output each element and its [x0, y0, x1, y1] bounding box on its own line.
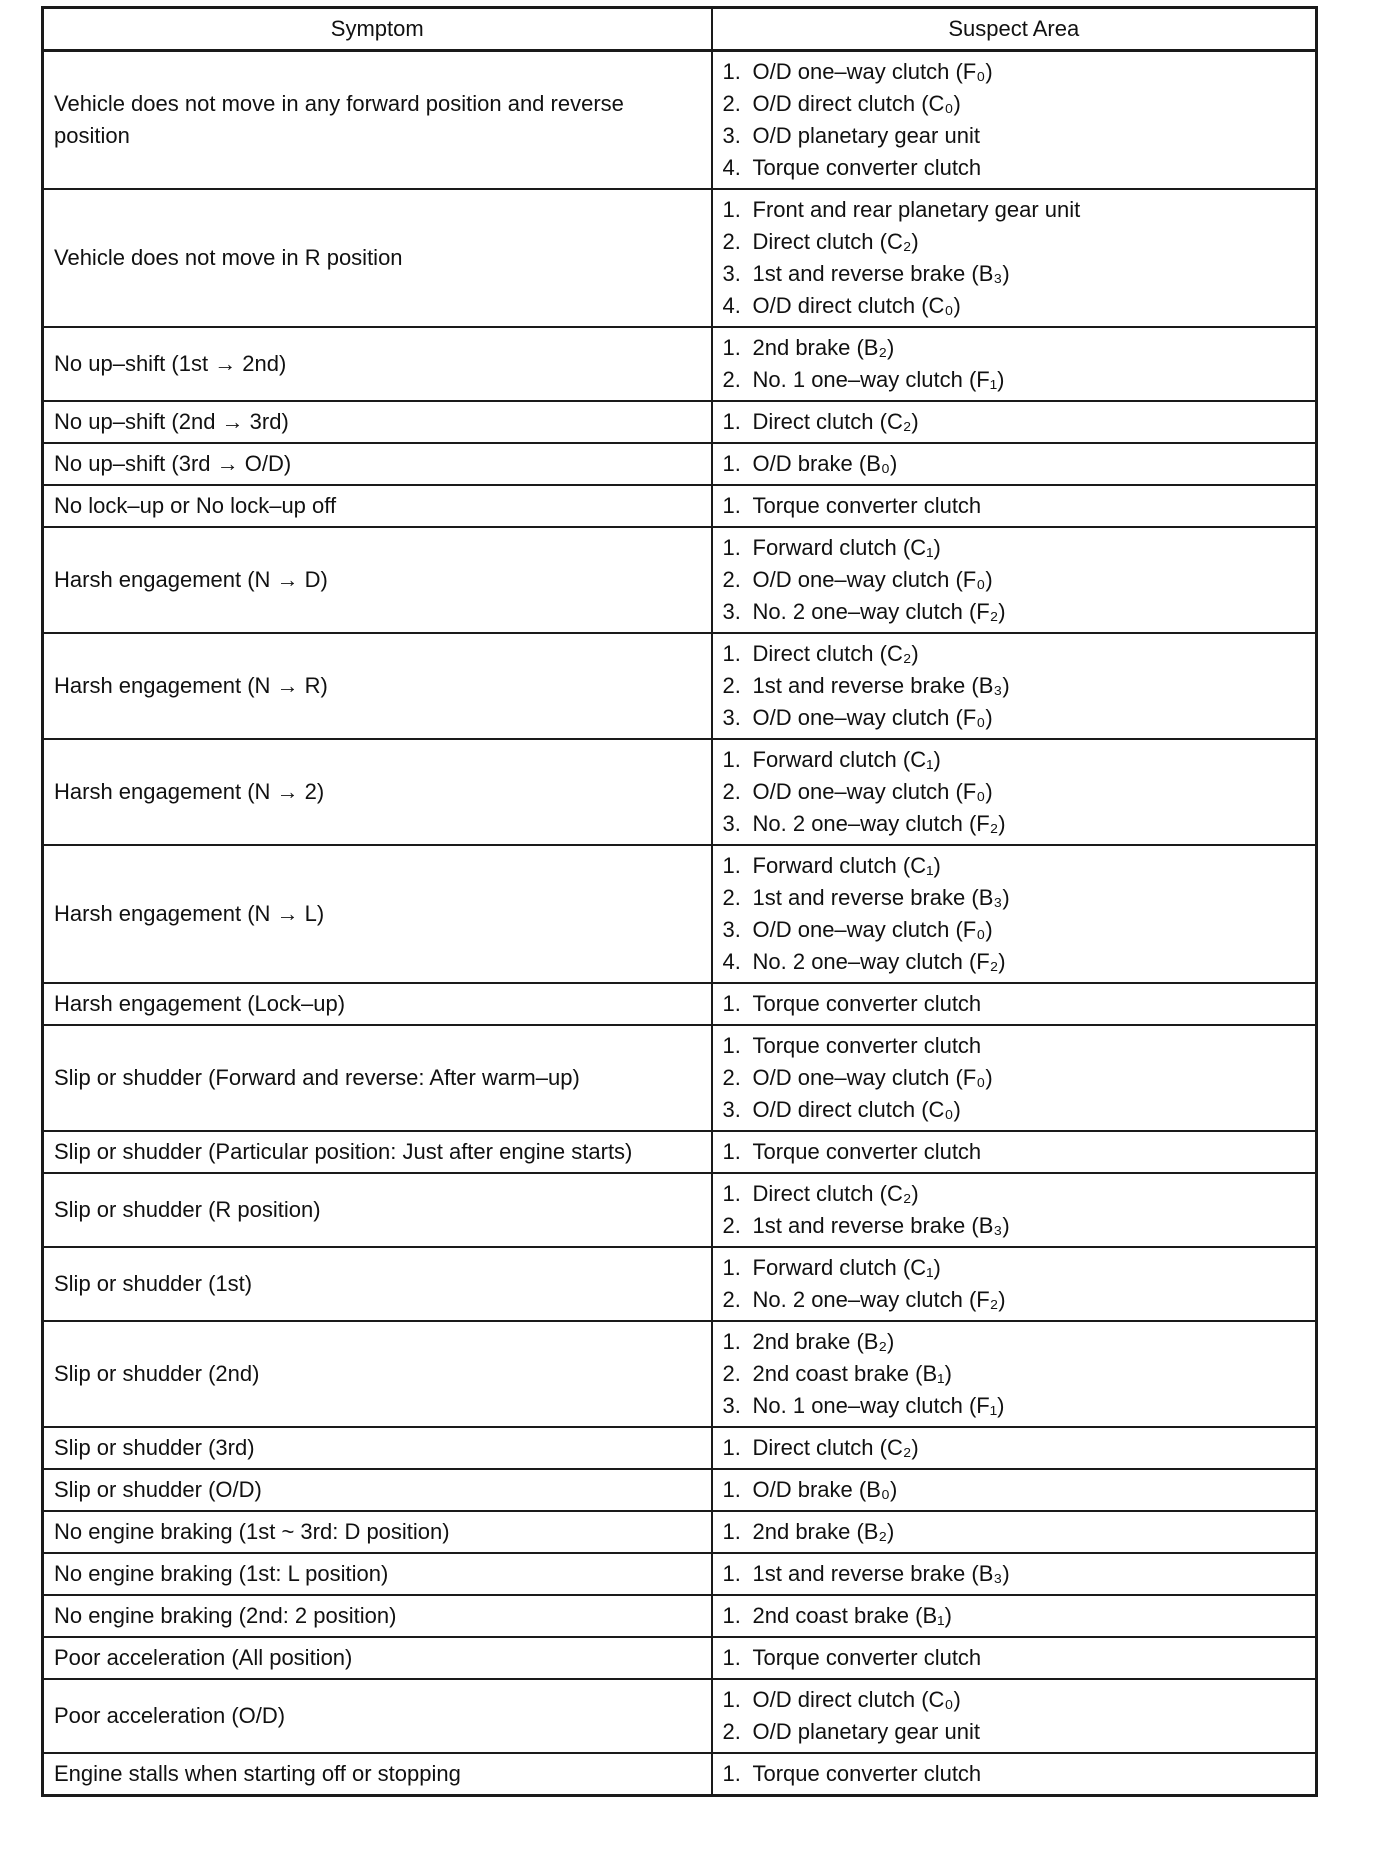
symptom-cell [43, 189, 712, 327]
suspect-area-cell [712, 1173, 1317, 1247]
suspect-area-cell [712, 1469, 1317, 1511]
suspect-item-number: 1. [722, 1033, 741, 1058]
symptom-cell [43, 633, 712, 739]
symptom-cell [43, 1595, 712, 1637]
symptom-text: Harsh engagement (N → 2) [54, 779, 325, 804]
suspect-item [723, 1758, 1306, 1790]
symptom-cell [43, 1469, 712, 1511]
suspect-list [723, 1558, 1306, 1590]
suspect-item-number: 1. [722, 59, 741, 84]
suspect-item [723, 532, 1306, 564]
suspect-item-text: O/D one–way clutch (F₀) [752, 1065, 993, 1090]
suspect-list [723, 850, 1306, 978]
suspect-item [723, 1252, 1306, 1284]
suspect-list [723, 332, 1306, 396]
suspect-item [723, 808, 1306, 840]
symptom-suspect-table [41, 6, 1318, 1797]
table-row [43, 189, 1317, 327]
suspect-item-number: 2. [722, 1719, 741, 1744]
suspect-item-text: Forward clutch (C₁) [752, 1255, 941, 1280]
suspect-item [723, 1326, 1306, 1358]
symptom-cell [43, 1427, 712, 1469]
symptom-cell [43, 1321, 712, 1427]
suspect-item [723, 988, 1306, 1020]
suspect-item-number: 2. [722, 673, 741, 698]
suspect-list [723, 1178, 1306, 1242]
suspect-area-cell [712, 327, 1317, 401]
suspect-item-number: 3. [722, 599, 741, 624]
symptom-cell [43, 1131, 712, 1173]
suspect-item-text: Direct clutch (C₂) [752, 641, 919, 666]
suspect-item-number: 2. [722, 1361, 741, 1386]
suspect-list [723, 744, 1306, 840]
suspect-item-text: Forward clutch (C₁) [752, 535, 941, 560]
suspect-item-text: Forward clutch (C₁) [752, 853, 941, 878]
symptom-cell [43, 1025, 712, 1131]
suspect-item-text: 2nd coast brake (B₁) [752, 1603, 952, 1628]
table-row [43, 1753, 1317, 1796]
table-body [43, 51, 1317, 1796]
suspect-item [723, 1358, 1306, 1390]
suspect-item-number: 1. [722, 1139, 741, 1164]
symptom-text: Slip or shudder (1st) [54, 1271, 253, 1296]
suspect-item-text: No. 1 one–way clutch (F₁) [752, 367, 1005, 392]
suspect-item-number: 2. [722, 885, 741, 910]
suspect-item-text: Torque converter clutch [752, 1761, 982, 1786]
suspect-item-text: Direct clutch (C₂) [752, 229, 919, 254]
suspect-item [723, 638, 1306, 670]
table-row [43, 1247, 1317, 1321]
suspect-item [723, 226, 1306, 258]
symptom-text: No up–shift (2nd → 3rd) [54, 409, 289, 434]
suspect-item [723, 1684, 1306, 1716]
suspect-item [723, 1210, 1306, 1242]
suspect-list [723, 1600, 1306, 1632]
suspect-item-text: O/D planetary gear unit [752, 123, 980, 148]
suspect-list [723, 1758, 1306, 1790]
suspect-item [723, 56, 1306, 88]
suspect-area-cell [712, 51, 1317, 190]
suspect-item [723, 152, 1306, 184]
suspect-item-number: 1. [722, 197, 741, 222]
suspect-item-number: 2. [722, 1213, 741, 1238]
suspect-area-cell [712, 1427, 1317, 1469]
suspect-item [723, 1062, 1306, 1094]
symptom-text: Engine stalls when starting off or stopping [54, 1761, 461, 1786]
suspect-area-cell [712, 1595, 1317, 1637]
suspect-item [723, 1432, 1306, 1464]
table-row [43, 845, 1317, 983]
suspect-item-number: 1. [722, 1435, 741, 1460]
table-row [43, 1511, 1317, 1553]
symptom-text: Slip or shudder (R position) [54, 1197, 321, 1222]
suspect-list [723, 1326, 1306, 1422]
suspect-list [723, 1474, 1306, 1506]
symptom-text: No up–shift (3rd → O/D) [54, 451, 292, 476]
symptom-cell [43, 443, 712, 485]
suspect-area-cell [712, 1025, 1317, 1131]
suspect-item-number: 2. [722, 1065, 741, 1090]
symptom-text: No engine braking (1st ~ 3rd: D position) [54, 1519, 450, 1544]
suspect-area-cell [712, 633, 1317, 739]
symptom-cell [43, 401, 712, 443]
suspect-list [723, 406, 1306, 438]
suspect-item [723, 850, 1306, 882]
symptom-text: Harsh engagement (Lock–up) [54, 991, 346, 1016]
symptom-cell [43, 739, 712, 845]
symptom-text: Poor acceleration (O/D) [54, 1703, 286, 1728]
symptom-cell [43, 51, 712, 190]
suspect-area-cell [712, 1321, 1317, 1427]
symptom-cell [43, 1753, 712, 1796]
suspect-item [723, 194, 1306, 226]
suspect-list [723, 56, 1306, 184]
symptom-cell [43, 527, 712, 633]
suspect-list [723, 448, 1306, 480]
suspect-list [723, 1642, 1306, 1674]
suspect-item-text: O/D one–way clutch (F₀) [752, 917, 993, 942]
symptom-cell [43, 1173, 712, 1247]
suspect-item-text: 1st and reverse brake (B₃) [752, 1561, 1010, 1586]
symptom-cell [43, 1247, 712, 1321]
symptom-text: Harsh engagement (N → D) [54, 567, 328, 592]
table-row [43, 527, 1317, 633]
table-row [43, 1595, 1317, 1637]
suspect-area-cell [712, 1679, 1317, 1753]
symptom-cell [43, 845, 712, 983]
suspect-item-text: Torque converter clutch [752, 493, 982, 518]
table-row [43, 485, 1317, 527]
suspect-item-number: 1. [722, 747, 741, 772]
suspect-item [723, 1136, 1306, 1168]
suspect-list [723, 490, 1306, 522]
symptom-text: Slip or shudder (O/D) [54, 1477, 262, 1502]
suspect-item [723, 1390, 1306, 1422]
table-row [43, 983, 1317, 1025]
symptom-text: Harsh engagement (N → R) [54, 673, 328, 698]
suspect-item [723, 702, 1306, 734]
suspect-area-cell [712, 983, 1317, 1025]
symptom-text: Slip or shudder (Particular position: Just after engine starts) [54, 1139, 633, 1164]
suspect-item-number: 1. [722, 1561, 741, 1586]
suspect-item-number: 2. [722, 229, 741, 254]
suspect-area-column-header: Suspect Area [712, 8, 1317, 51]
symptom-text: No up–shift (1st → 2nd) [54, 351, 287, 376]
suspect-area-cell [712, 1131, 1317, 1173]
symptom-column-header: Symptom [43, 8, 712, 51]
symptom-text: Slip or shudder (3rd) [54, 1435, 255, 1460]
suspect-item-text: O/D direct clutch (C₀) [752, 1687, 961, 1712]
symptom-text: Vehicle does not move in any forward position and reverse position [54, 91, 624, 148]
suspect-item-number: 1. [722, 1687, 741, 1712]
suspect-list [723, 532, 1306, 628]
suspect-list [723, 1516, 1306, 1548]
suspect-item-number: 1. [722, 1519, 741, 1544]
suspect-item [723, 1558, 1306, 1590]
suspect-list [723, 638, 1306, 734]
table-row [43, 327, 1317, 401]
suspect-item [723, 364, 1306, 396]
suspect-item-number: 1. [722, 991, 741, 1016]
suspect-item-number: 1. [722, 409, 741, 434]
suspect-item [723, 1600, 1306, 1632]
symptom-cell [43, 1679, 712, 1753]
suspect-area-cell [712, 1753, 1317, 1796]
suspect-area-cell [712, 401, 1317, 443]
suspect-area-cell [712, 485, 1317, 527]
suspect-item-number: 3. [722, 811, 741, 836]
symptom-text: Harsh engagement (N → L) [54, 901, 325, 926]
suspect-area-cell [712, 1553, 1317, 1595]
table-row [43, 1637, 1317, 1679]
suspect-item-number: 1. [722, 493, 741, 518]
suspect-area-cell [712, 845, 1317, 983]
table-row [43, 1469, 1317, 1511]
suspect-item-number: 1. [722, 853, 741, 878]
suspect-item-text: Forward clutch (C₁) [752, 747, 941, 772]
suspect-item [723, 120, 1306, 152]
suspect-list [723, 1432, 1306, 1464]
suspect-item-number: 1. [722, 1181, 741, 1206]
suspect-item-text: O/D one–way clutch (F₀) [752, 705, 993, 730]
suspect-list [723, 1252, 1306, 1316]
suspect-item [723, 744, 1306, 776]
suspect-item-text: No. 2 one–way clutch (F₂) [752, 949, 1006, 974]
suspect-item-text: Front and rear planetary gear unit [752, 197, 1081, 222]
suspect-item [723, 776, 1306, 808]
suspect-item-text: No. 2 one–way clutch (F₂) [752, 599, 1006, 624]
symptom-cell [43, 485, 712, 527]
suspect-area-cell [712, 443, 1317, 485]
suspect-item [723, 258, 1306, 290]
suspect-item [723, 1516, 1306, 1548]
suspect-item [723, 1642, 1306, 1674]
suspect-item-text: No. 1 one–way clutch (F₁) [752, 1393, 1005, 1418]
symptom-text: Vehicle does not move in R position [54, 245, 403, 270]
suspect-item [723, 1178, 1306, 1210]
suspect-item-text: Torque converter clutch [752, 1033, 982, 1058]
suspect-item-number: 1. [722, 1255, 741, 1280]
suspect-item-text: O/D brake (B₀) [752, 451, 898, 476]
symptom-cell [43, 1511, 712, 1553]
suspect-item-number: 3. [722, 1393, 741, 1418]
suspect-item-number: 2. [722, 567, 741, 592]
table-row [43, 739, 1317, 845]
suspect-item-text: O/D one–way clutch (F₀) [752, 567, 993, 592]
suspect-item-text: O/D planetary gear unit [752, 1719, 980, 1744]
suspect-item-number: 1. [722, 451, 741, 476]
symptom-text: No engine braking (1st: L position) [54, 1561, 389, 1586]
suspect-item-number: 1. [722, 535, 741, 560]
symptom-cell [43, 1553, 712, 1595]
suspect-item-text: Direct clutch (C₂) [752, 409, 919, 434]
suspect-item-text: Torque converter clutch [752, 155, 982, 180]
suspect-list [723, 988, 1306, 1020]
suspect-item [723, 670, 1306, 702]
suspect-area-cell [712, 1637, 1317, 1679]
suspect-item-number: 1. [722, 1329, 741, 1354]
suspect-item-number: 3. [722, 705, 741, 730]
suspect-item [723, 1094, 1306, 1126]
suspect-item-number: 4. [722, 949, 741, 974]
suspect-item-text: O/D direct clutch (C₀) [752, 91, 961, 116]
suspect-item [723, 1474, 1306, 1506]
suspect-item [723, 290, 1306, 322]
suspect-item [723, 448, 1306, 480]
suspect-item-text: Torque converter clutch [752, 1645, 982, 1670]
suspect-area-cell [712, 1511, 1317, 1553]
symptom-text: No lock–up or No lock–up off [54, 493, 337, 518]
suspect-item [723, 406, 1306, 438]
suspect-item-number: 4. [722, 155, 741, 180]
table-row [43, 633, 1317, 739]
suspect-list [723, 1030, 1306, 1126]
suspect-item-text: No. 2 one–way clutch (F₂) [752, 1287, 1006, 1312]
suspect-item-number: 1. [722, 1477, 741, 1502]
suspect-item-number: 2. [722, 91, 741, 116]
suspect-item [723, 490, 1306, 522]
suspect-item-text: 1st and reverse brake (B₃) [752, 673, 1010, 698]
symptom-cell [43, 327, 712, 401]
suspect-item-text: O/D direct clutch (C₀) [752, 293, 961, 318]
suspect-item-number: 3. [722, 261, 741, 286]
suspect-item-text: 1st and reverse brake (B₃) [752, 261, 1010, 286]
suspect-item-number: 1. [722, 1645, 741, 1670]
suspect-item-text: 2nd brake (B₂) [752, 1329, 895, 1354]
suspect-item-number: 3. [722, 917, 741, 942]
suspect-item [723, 1284, 1306, 1316]
suspect-item [723, 946, 1306, 978]
table-row [43, 51, 1317, 190]
suspect-item-text: O/D one–way clutch (F₀) [752, 779, 993, 804]
suspect-item [723, 914, 1306, 946]
suspect-item-number: 1. [722, 335, 741, 360]
suspect-area-cell [712, 739, 1317, 845]
suspect-item-text: O/D one–way clutch (F₀) [752, 59, 993, 84]
table-row [43, 1131, 1317, 1173]
symptom-cell [43, 1637, 712, 1679]
suspect-item [723, 1716, 1306, 1748]
header-row [43, 8, 1317, 51]
suspect-list [723, 1136, 1306, 1168]
suspect-item-number: 2. [722, 1287, 741, 1312]
table-row [43, 443, 1317, 485]
suspect-item [723, 596, 1306, 628]
symptom-cell [43, 983, 712, 1025]
symptom-text: No engine braking (2nd: 2 position) [54, 1603, 397, 1628]
suspect-item-text: Direct clutch (C₂) [752, 1435, 919, 1460]
symptom-text: Poor acceleration (All position) [54, 1645, 353, 1670]
table-header [43, 8, 1317, 51]
suspect-item-text: 2nd brake (B₂) [752, 335, 895, 360]
table-row [43, 401, 1317, 443]
suspect-item-text: Torque converter clutch [752, 1139, 982, 1164]
suspect-list [723, 194, 1306, 322]
suspect-item [723, 88, 1306, 120]
table-row [43, 1025, 1317, 1131]
suspect-item-number: 4. [722, 293, 741, 318]
symptom-text: Slip or shudder (Forward and reverse: After warm–up) [54, 1065, 580, 1090]
suspect-item-number: 1. [722, 1603, 741, 1628]
suspect-item [723, 332, 1306, 364]
suspect-area-cell [712, 189, 1317, 327]
suspect-item [723, 564, 1306, 596]
table-row [43, 1321, 1317, 1427]
suspect-item-number: 2. [722, 779, 741, 804]
suspect-list [723, 1684, 1306, 1748]
suspect-item-number: 1. [722, 641, 741, 666]
suspect-item-text: No. 2 one–way clutch (F₂) [752, 811, 1006, 836]
suspect-item-number: 2. [722, 367, 741, 392]
suspect-item-text: 2nd coast brake (B₁) [752, 1361, 952, 1386]
table-row [43, 1427, 1317, 1469]
suspect-item-number: 3. [722, 1097, 741, 1122]
suspect-area-cell [712, 1247, 1317, 1321]
suspect-item-text: O/D direct clutch (C₀) [752, 1097, 961, 1122]
table-row [43, 1173, 1317, 1247]
suspect-item-number: 1. [722, 1761, 741, 1786]
suspect-item-text: 1st and reverse brake (B₃) [752, 885, 1010, 910]
table-row [43, 1679, 1317, 1753]
suspect-item-text: 1st and reverse brake (B₃) [752, 1213, 1010, 1238]
suspect-item [723, 1030, 1306, 1062]
suspect-item-text: 2nd brake (B₂) [752, 1519, 895, 1544]
suspect-item-number: 3. [722, 123, 741, 148]
suspect-item [723, 882, 1306, 914]
suspect-item-text: Direct clutch (C₂) [752, 1181, 919, 1206]
suspect-item-text: Torque converter clutch [752, 991, 982, 1016]
table-row [43, 1553, 1317, 1595]
symptom-text: Slip or shudder (2nd) [54, 1361, 260, 1386]
suspect-item-text: O/D brake (B₀) [752, 1477, 898, 1502]
suspect-area-cell [712, 527, 1317, 633]
